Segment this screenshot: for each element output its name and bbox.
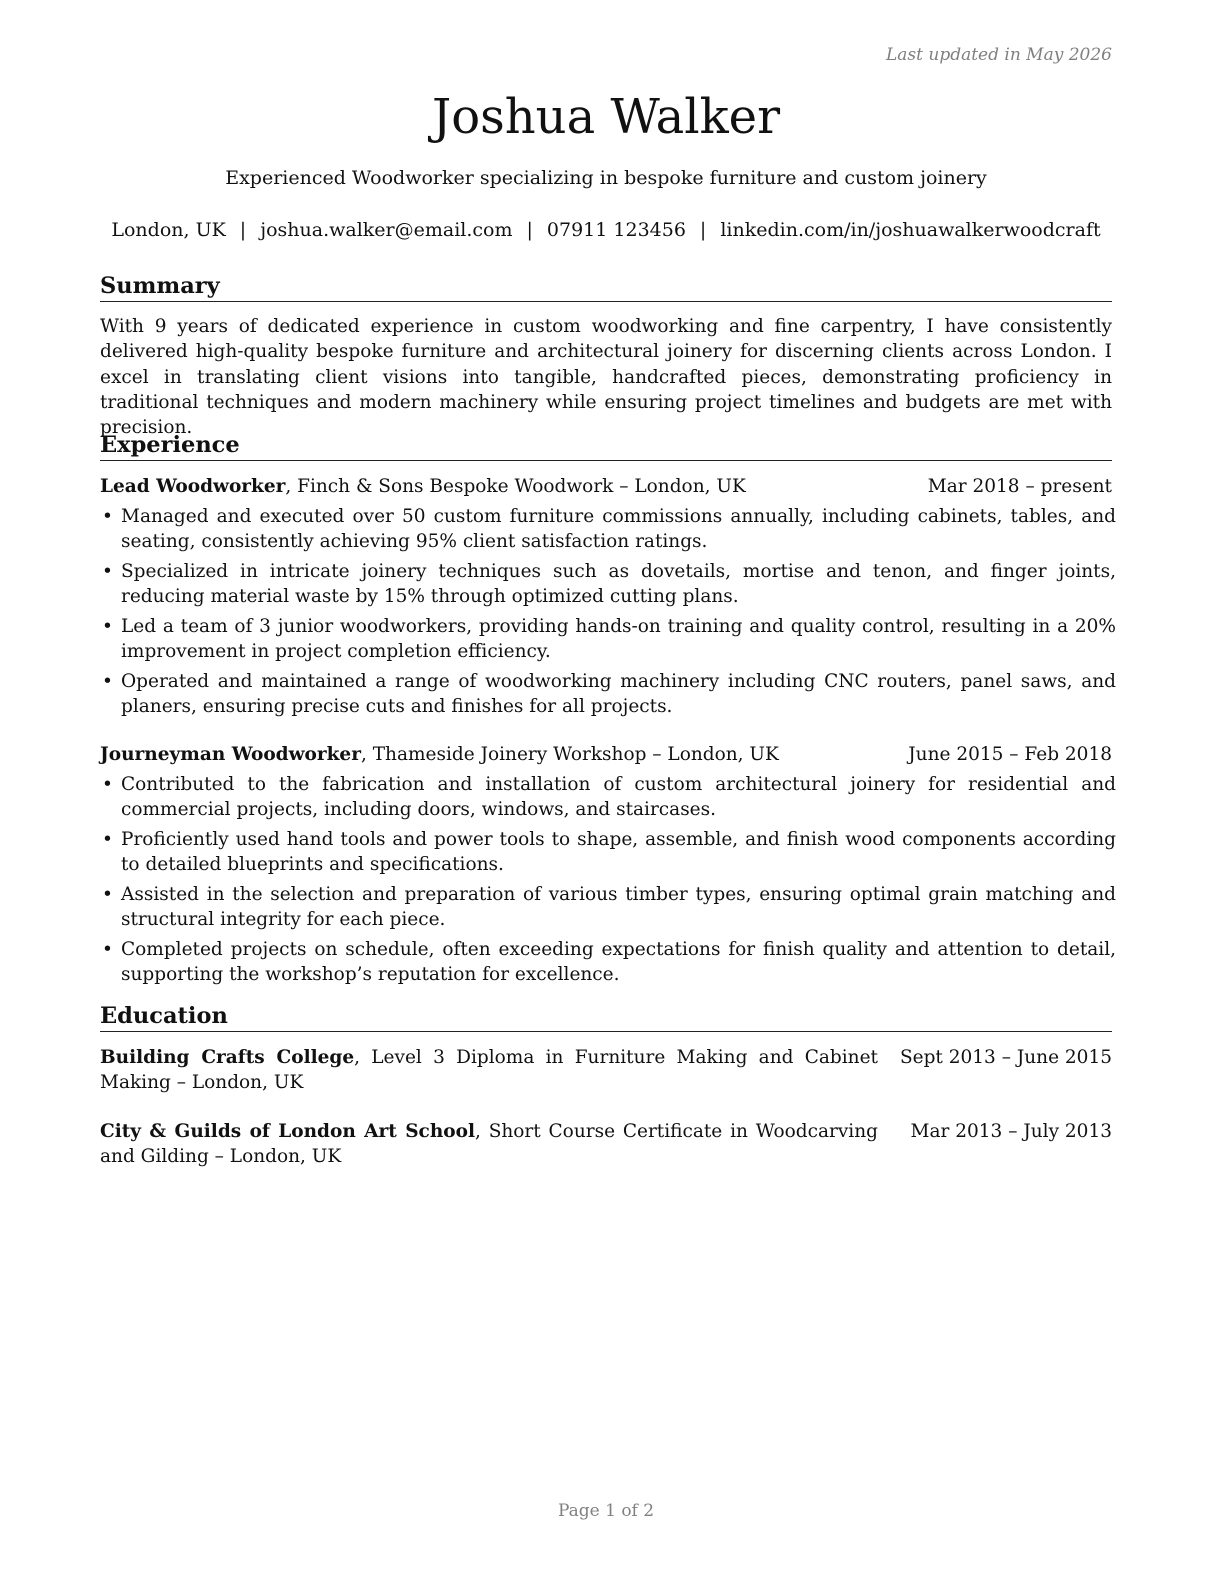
contact-line: [100, 219, 1112, 241]
job-bullets: [100, 772, 1116, 992]
summary-heading: Summary: [100, 272, 1112, 302]
bullet-item: • Led a team of 3 junior woodworkers, providing hands-on training and quality control, resulting in a 20% improvement in project completion efficiency.: [100, 614, 1116, 664]
contact-linkedin[interactable]: linkedin.com/in/joshuawalkerwoodcraft: [720, 219, 1101, 241]
job-dates: Mar 2018 – present: [927, 476, 1112, 497]
last-updated: Last updated in May 2026: [885, 45, 1112, 65]
summary-text: With 9 years of dedicated experience in custom woodworking and fine carpentry, I have consistently delivered high-quality bespoke furniture and architectural joinery for discerning clients across London. I excel in translating client visions into tangible, handcrafted pieces, demonstrating proficiency in traditional techniques and modern machinery while ensuring project timelines and budgets are met with precision.: [100, 316, 1112, 439]
page-number: Page 1 of 2: [557, 1501, 655, 1521]
job-company: , Finch & Sons Bespoke Woodwork – London, UK: [285, 476, 746, 497]
job-header: [100, 742, 1112, 767]
education-entry: [100, 1119, 1112, 1169]
job-bullets: [100, 504, 1116, 724]
education-dates: Mar 2013 – July 2013: [910, 1121, 1112, 1142]
contact-separator: |: [526, 219, 533, 241]
contact-email[interactable]: joshua.walker@email.com: [260, 219, 513, 241]
education-dates: Sept 2013 – June 2015: [899, 1047, 1112, 1068]
job-company: , Thameside Joinery Workshop – London, UK: [360, 744, 779, 765]
experience-heading: Experience: [100, 431, 1112, 461]
contact-phone: 07911 123456: [546, 219, 686, 241]
bullet-item: • Proficiently used hand tools and power tools to shape, assemble, and finish wood components according to detailed blueprints and specifications.: [100, 827, 1116, 877]
job-dates: June 2015 – Feb 2018: [908, 744, 1112, 765]
job-role: Lead Woodworker: [100, 476, 286, 497]
bullet-item: • Assisted in the selection and preparation of various timber types, ensuring optimal grain matching and structural integrity for each piece.: [100, 882, 1116, 932]
resume-page: [100, 0, 1116, 1584]
bullet-item: • Completed projects on schedule, often exceeding expectations for finish quality and attention to detail, supporting the workshop’s reputation for excellence.: [100, 937, 1116, 987]
candidate-name: Joshua Walker: [431, 89, 781, 145]
education-entry: [100, 1045, 1112, 1095]
job-header: [100, 474, 1112, 499]
contact-location: London, UK: [111, 219, 226, 241]
job-role: Journeyman Woodworker: [100, 744, 361, 765]
bullet-item: • Contributed to the fabrication and installation of custom architectural joinery for residential and commercial projects, including doors, windows, and staircases.: [100, 772, 1116, 822]
bullet-item: • Operated and maintained a range of woodworking machinery including CNC routers, panel saws, and planers, ensuring precise cuts and finishes for all projects.: [100, 669, 1116, 719]
tagline: Experienced Woodworker specializing in bespoke furniture and custom joinery: [225, 167, 987, 189]
education-detail: , Level 3 Diploma in Furniture Making and Cabinet Making – London, UK: [100, 1047, 878, 1093]
bullet-item: • Specialized in intricate joinery techniques such as dovetails, mortise and tenon, and finger joints, reducing material waste by 15% through optimized cutting plans.: [100, 559, 1116, 609]
school-name: City & Guilds of London Art School: [100, 1121, 475, 1142]
education-heading: Education: [100, 1002, 1112, 1032]
education-detail: , Short Course Certificate in Woodcarving and Gilding – London, UK: [100, 1121, 878, 1167]
contact-separator: |: [239, 219, 247, 241]
bullet-item: • Managed and executed over 50 custom furniture commissions annually, including cabinets, tables, and seating, consistently achieving 95% client satisfaction ratings.: [100, 504, 1116, 554]
contact-separator: |: [699, 219, 707, 241]
school-name: Building Crafts College: [100, 1047, 355, 1068]
